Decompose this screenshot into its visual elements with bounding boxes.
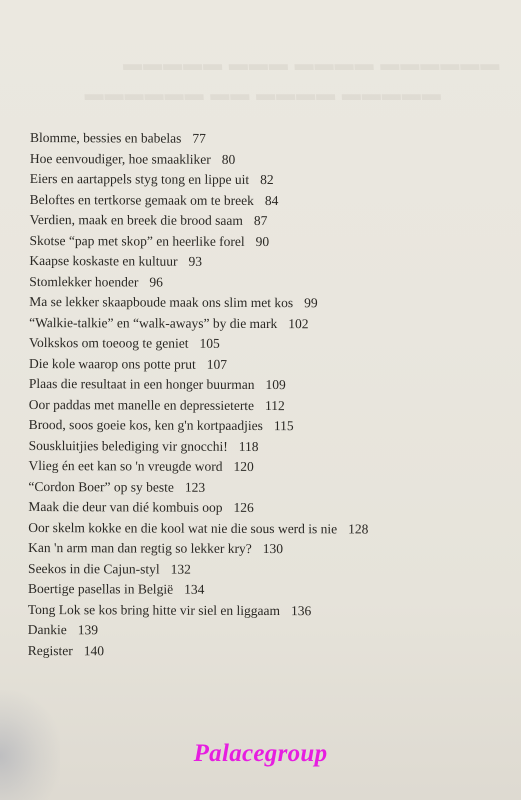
- entry-title: Stomlekker hoender: [29, 273, 139, 289]
- entry-page-number: 107: [206, 356, 228, 372]
- toc-entry: [30, 210, 510, 233]
- entry-page-number: 80: [221, 151, 236, 167]
- entry-page-number: 115: [273, 418, 294, 434]
- entry-title: Oor skelm kokke en die kool wat nie die sous werd is nie: [28, 519, 338, 536]
- entry-page-number: 102: [288, 315, 309, 331]
- entry-page-number: 132: [170, 561, 191, 577]
- entry-page-number: 139: [77, 622, 99, 638]
- toc-entry: [29, 271, 509, 294]
- toc-entry: [28, 517, 508, 540]
- entry-page-number: 118: [238, 438, 259, 454]
- entry-page-number: 134: [184, 581, 205, 597]
- entry-title: Kaapse koskaste en kultuur: [29, 252, 178, 269]
- entry-page-number: 120: [233, 458, 254, 474]
- entry-title: “Cordon Boer” op sy beste: [28, 478, 174, 495]
- entry-title: Die kole waarop ons potte prut: [28, 355, 196, 372]
- entry-title: Brood, soos goeie kos, ken g'n kortpaadjies: [28, 416, 263, 434]
- toc-entry: [28, 558, 508, 581]
- toc-entry: [29, 333, 509, 356]
- entry-page-number: 136: [291, 602, 312, 618]
- entry-title: Boertige pasellas in België: [27, 580, 174, 597]
- toc-entry: [29, 353, 509, 376]
- entry-title: Dankie: [27, 621, 67, 638]
- toc-entry: [28, 476, 508, 499]
- toc-entry: [29, 415, 509, 438]
- entry-title: Seekos in die Cajun-styl: [28, 560, 160, 577]
- entry-title: “Walkie-talkie” en “walk-aways” by die mark: [29, 314, 278, 331]
- toc-entry: [28, 579, 508, 602]
- entry-title: Hoe eenvoudiger, hoe smaakliker: [29, 150, 211, 167]
- entry-page-number: 90: [255, 233, 270, 249]
- entry-title: Beloftes en tertkorse gemaak om te breek: [29, 191, 254, 208]
- entry-page-number: 84: [264, 192, 279, 208]
- toc-entry: [29, 230, 509, 253]
- toc-entry: [30, 148, 510, 171]
- entry-title: Vlieg én eet kan so 'n vreugde word: [28, 457, 223, 474]
- toc-entry: [28, 640, 508, 663]
- toc-entry: [30, 189, 510, 212]
- table-of-contents: [28, 128, 510, 663]
- toc-entry: [30, 128, 510, 151]
- entry-page-number: 128: [348, 520, 369, 536]
- entry-page-number: 99: [304, 295, 318, 311]
- entry-title: Blomme, bessies en babelas: [29, 129, 182, 146]
- entry-title: Tong Lok se kos bring hitte vir siel en liggaam: [27, 601, 281, 618]
- toc-entry: [29, 374, 509, 397]
- entry-page-number: 82: [260, 172, 274, 188]
- entry-title: Verdien, maak en breek die brood saam: [29, 211, 243, 228]
- toc-entry: [29, 312, 509, 335]
- entry-title: Souskluitjies belediging vir gnocchi!: [28, 437, 228, 454]
- toc-entry: [28, 599, 508, 622]
- toc-entry: [28, 620, 508, 643]
- entry-page-number: 126: [233, 499, 254, 515]
- toc-entry: [28, 497, 508, 520]
- entry-title: Plaas die resultaat in een honger buurman: [28, 375, 255, 392]
- entry-page-number: 87: [253, 212, 268, 229]
- entry-page-number: 123: [184, 479, 206, 495]
- toc-entry: [30, 169, 510, 192]
- toc-entry: [29, 435, 509, 458]
- entry-title: Maak die deur van dié kombuis oop: [28, 498, 223, 515]
- entry-page-number: 109: [265, 377, 286, 393]
- entry-page-number: 77: [192, 130, 206, 146]
- entry-page-number: 105: [199, 335, 220, 351]
- entry-title: Oor paddas met manelle en depressieterte: [28, 396, 255, 413]
- entry-page-number: 96: [149, 274, 163, 290]
- entry-title: Kan 'n arm man dan regtig so lekker kry?: [28, 539, 252, 556]
- entry-title: Eiers en aartappels styg tong en lippe uit: [29, 170, 250, 187]
- entry-page-number: 140: [83, 642, 105, 658]
- entry-page-number: 130: [262, 541, 284, 557]
- toc-entry: [29, 394, 509, 417]
- entry-page-number: 112: [265, 397, 285, 413]
- entry-title: Ma se lekker skaapboude maak ons slim met kos: [29, 293, 294, 311]
- toc-entry: [28, 456, 508, 479]
- entry-page-number: 93: [188, 253, 203, 269]
- toc-entry: [29, 251, 509, 274]
- entry-title: Register: [27, 642, 73, 658]
- entry-title: Volkskos om toeoog te geniet: [29, 334, 189, 351]
- watermark: Palacegroup: [193, 740, 328, 767]
- show-through-text: ▬▬▬▬▬▬ ▬▬▬▬ ▬▬▬ ▬▬▬▬▬ ▬▬▬▬▬ ▬▬▬▬ ▬▬ ▬▬▬▬▬▬: [82, 54, 500, 105]
- toc-entry: [28, 538, 508, 561]
- toc-entry: [29, 292, 509, 315]
- entry-title: Skotse “pap met skop” en heerlike forel: [29, 232, 245, 249]
